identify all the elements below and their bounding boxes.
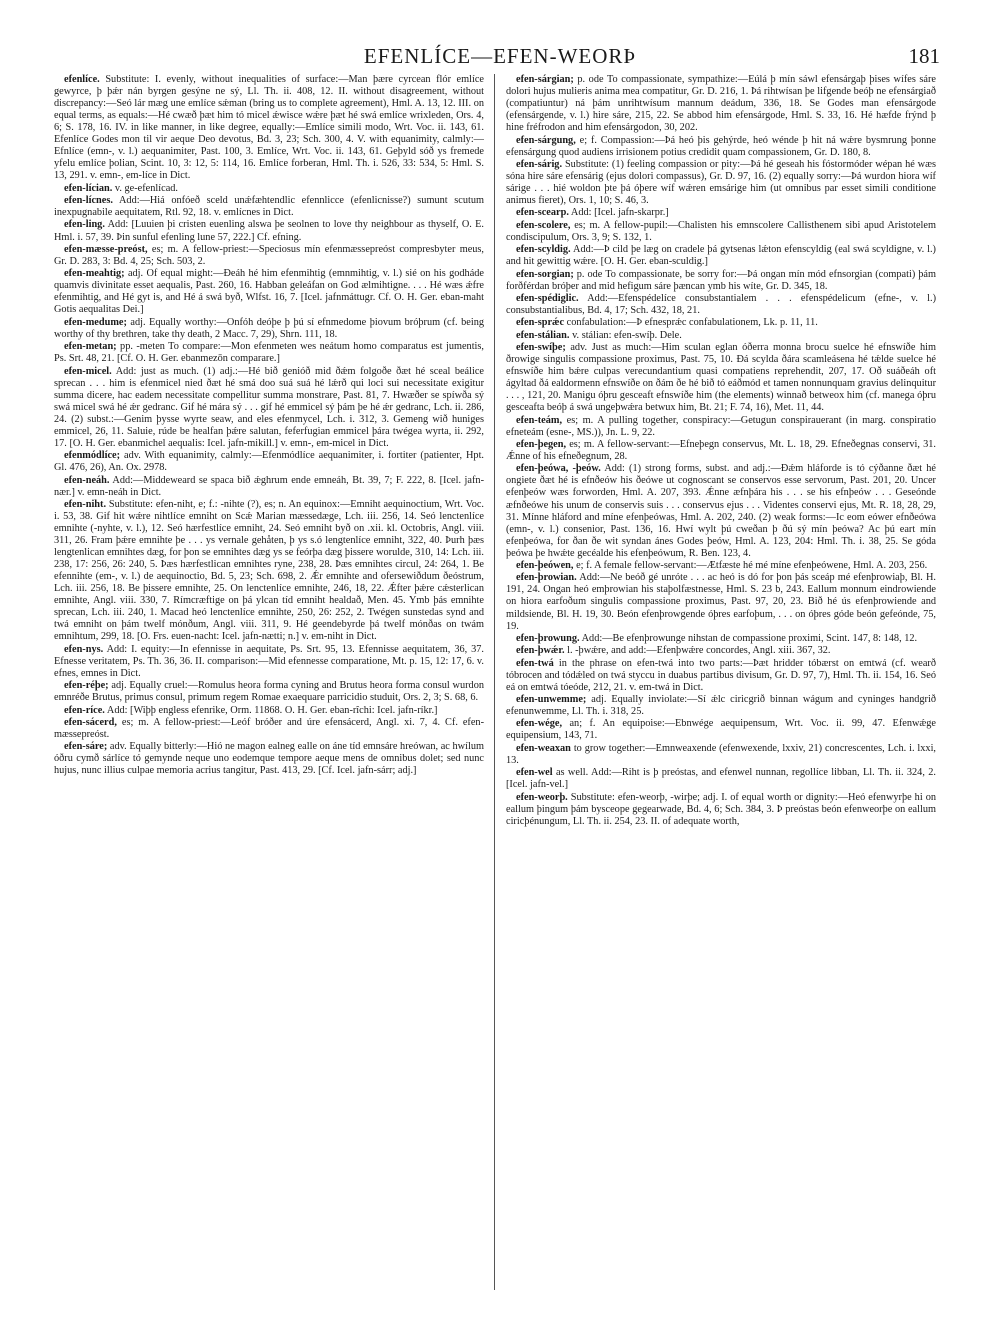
entry-headword: efen-spédiglic. <box>516 292 579 304</box>
entry-definition: pp. -meten To compare:—Mon efenmeten wes neátum homo comparatus est jumentis, Ps. Srt. 48, 21. [Cf. O. H. Ger. ebanmezōn comparare.] <box>54 341 484 365</box>
dictionary-entry <box>506 658 936 694</box>
dictionary-entry <box>54 341 484 365</box>
entry-headword: efen-teám, <box>516 414 563 426</box>
dictionary-entry <box>506 317 936 329</box>
running-head <box>60 44 940 72</box>
entry-definition: Add:—Be efenþrowunge nihstan de compassione proximi, Scint. 147, 8: 148, 12. <box>581 632 918 644</box>
entry-definition: Add:—Þ cild þe læg on cradele þá gytsenas lǽton efenscyldig (eal swá scyldigne, v. l.) and hit gewittig wǽre. [O. H. Ger. eban-sculdig.] <box>506 244 936 268</box>
entry-definition: an; f. An equipoise:—Ebnwége aequipensum, Wrt. Voc. ii. 99, 47. Efenwǽge equipensium, 143, 71. <box>506 718 936 742</box>
entry-headword: efen-sárig. <box>516 158 563 170</box>
entry-headword: efen-réþe; <box>64 680 109 692</box>
left-column <box>54 74 484 1294</box>
dictionary-entry <box>54 183 484 195</box>
entry-definition: adv. Equally bitterly:—Hió ne magon ealneg ealle on áne tíd emnsáre hreówan, ac hwílum óðru cymð sárlíce tó gemynde neque uno eodemque tempore aeque mens de omnibus dolet; sed nunc hujus, nunc illius culpae memoria acrius tangitur, Past. 413, 29. [Cf. Icel. jafn-sárr; adj.] <box>54 741 484 777</box>
entry-definition: adv. With equanimity, calmly:—Efenmódlíce aequanimiter, i. fortiter (patienter, Hpt. Gl. 476, 26), An. Ox. 2978. <box>54 450 484 474</box>
entry-headword: efen-medume; <box>64 316 127 328</box>
entry-definition: in the phrase on efen-twá into two parts:—Þæt hridder tóbærst on emtwá (cf. wearð tóbrocen and tódǽled on twá styccu in duabus partibus divisum, Gr. D. 97, 7), Hml. Th. ii. 154, 16. Seó eá on emtwá tóeóde, 212, 21. v. em-twá in Dict. <box>506 657 936 693</box>
entry-definition: Substitute: efen-weorþ, -wirþe; adj. I. of equal worth or dignity:—Heó efenwyrþe hi on eallum þingum þám bysceope gegearwade, Bd. 4, 6; Sch. 384, 3. Þ preóstas beón efenweorþe on eallum ciricþénungum, Ll. Th. ii. 254, 23. II. of adequate worth, <box>506 791 936 827</box>
dictionary-entry <box>54 644 484 680</box>
two-column-body <box>54 74 954 1294</box>
entry-definition: es; m. A fellow-servant:—Efneþegn conservus, Mt. L. 18, 29. Efneðegnas conservi, 31. Ǽnne of his efneðegnum, 28. <box>506 438 936 463</box>
dictionary-entry <box>54 244 484 268</box>
entry-headword: efen-wel <box>516 767 553 779</box>
entry-definition: Add: (1) strong forms, subst. and adj.:—Ðǽm hláforde is tó cýðanne ðæt hé ongiete ðæt hé is efnðeów his ðeówe ut cognoscant se conservos esse servorum, Past. 201, 20. Uncer efenþeów wæs forworden, Hml. A. 207, 393. Ǽnne æfnþára his . . . se his efnþeów . . . Geseónde æfnðeówe his unum de conservis suis . . . conservus ejus . . . Videntes conservi ejus, Mt. R. 18, 28, 29, 31. Mínne hláford and míne efenþeówas, Hml. A. 202, 240. (2) weak forms:—Ic eom eówer efnðeówa (emn-, v. l.) consenior, Past. 136, 16. Hwí wylt þú cweðan þ ðú sý mín þeówa? Ac þú eart mín efenþeówa, for ðan ðe wit syndan ánes Godes þeów, Hml. A. 123, 204: Hml. Th. i. 38, 25. Se góda þeówa þe hwǽte gecéalde his efenþeówum, R. Ben. 123, 4. <box>506 463 936 559</box>
dictionary-entry <box>506 342 936 414</box>
entry-headword: efenmódlíce; <box>64 450 121 462</box>
dictionary-entry <box>54 450 484 474</box>
entry-definition: Add: [Luuien þi cristen euenling alswa þe seolnen to love thy neighbour as thyself, O. E. Hml. i. 57, 39. Þin sunful efenling lune 57, 222.] Cf. efning. <box>54 219 484 243</box>
entry-headword: efen-meahtig; <box>64 268 125 280</box>
entry-headword: efen-þrowian. <box>516 572 577 584</box>
entry-headword: efenlíce. <box>64 74 100 85</box>
dictionary-entry <box>54 705 484 717</box>
dictionary-entry <box>506 159 936 207</box>
dictionary-entry <box>506 767 936 791</box>
entry-definition: es; m. A pulling together, conspiracy:—Getugun conspirauerant (in marg. conspiratio efneteám (esne-, MS.)), Jn. L. 9, 22. <box>506 414 936 438</box>
entry-headword: efen-ríce. <box>64 704 105 716</box>
entry-definition: Add: [Wiþþ engless efenrike, Orm. 11868. O. H. Ger. eban-rîchi: Icel. jafn-ríkr.] <box>106 704 438 716</box>
dictionary-entry <box>506 560 936 572</box>
entry-headword: efen-scearp. <box>516 207 569 219</box>
entry-definition: es; m. A fellow-priest:—Leóf bróðer and úre efensácerd, Angl. xi. 7, 4. Cf. efen-mæssepreóst. <box>54 716 484 740</box>
dictionary-entry <box>506 463 936 559</box>
entry-definition: e; f. Compassion:—Þá heó þis gehýrde, heó wénde þ hit ná wǽre bysmrung þonne efensárgung quod audiens irrisionem potius credidit quam compassionem, Gr. D. 180, 8. <box>506 134 936 158</box>
dictionary-entry <box>506 645 936 657</box>
dictionary-entry <box>506 74 936 134</box>
entry-headword: efen-swíþe; <box>516 342 566 353</box>
dictionary-entry <box>54 268 484 316</box>
entry-headword: efen-sárgung, <box>516 134 576 146</box>
dictionary-entry <box>506 633 936 645</box>
entry-headword: efen-wége, <box>516 718 563 730</box>
entry-headword: efen-weaxan <box>516 742 571 754</box>
dictionary-entry <box>54 475 484 499</box>
dictionary-entry <box>54 366 484 450</box>
dictionary-entry <box>506 330 936 342</box>
entry-definition: Substitute: efen-niht, e; f.: -nihte (?), es; n. An equinox:—Emniht aequinoctium, Wrt. Voc. i. 53, 38. Gif hit wǽre nihtlíce emniht on Scǽ Marian mæssedæge, Lch. iii. 256, 14. Seó lenctenlíce emnihte (-nyhte, v. l.), 12. Seó hærfestlíce emniht, 24. Seó emniht byð on .xii. kl. Octobris, Angl. viii. 311, 26. Fram þǽre emnihte þe . . . ys vernale gehåten, þ ys s.ó lengtenlíce emniht, 322, 40. Þurh þæs lengtenlican emnihtes dæg, for þon se emnihtes dæg ys se feórþa dæg þissere woruldе, 310, 14: Lch. iii. 238, 17: 256, 26: 240, 5. Þæs hærfestlican emnihtes ryne, 238, 28. Þæs emnihtes circul, 24: 264, 1. Be efennihte (em-, v. l.) de aequinoctio, Bd. 5, 23; Sch. 698, 2. Ǽr emnihte and ofersewiðdum ðeóstrum, Lch. iii. 256, 18. Be þissere emnihte, 25. On lenctenlíce emnihte, 246, 18, 22. Ǽfter þǽre cǽsterlican emnihte, Angl. viii. 330, 7. Rímcræftige on þá ylcan tíd emniht healdað, Men. 45. Ymb þás emnihte sprecan, Lch. iii. 240, 1. Macad heó lenctenlíce emnihte, 250, 26: 252, 2. Twégen sunstedas synd and twá emniht on þám twelf mónðum, Angl. viii. 311, 9. Hé geendebyrde þá twelf mónðas on twám emnihtum, 299, 18. [O. Frs. euen-nacht: Icel. jafn-nætti; n.] v. em-niht in Dict. <box>54 498 484 643</box>
entry-definition: es; m. A fellow-priest:—Speciosus mín efenmæssepreóst compresbyter meus, Gr. D. 283, 3: Bd. 4, 25; Sch. 503, 2. <box>54 243 484 267</box>
entry-definition: adv. Just as much:—Him sculan eglan óðerra monna brocu suelce hé efnswíðe him ðrowige singulis compassione proximus, Past. 75, 10. Ðá scylda ðára scamleásena hé tǽlde suelce hé efnswíðe him bǽre culpas verecundantium quasi compatiens reprehendit, 207, 17. Oð suáðeáh oft ágyltad ðá ealdormenn efnswíðe on ðám ðe hé bið tó eáðmód et tamen nonnunquam gravius delinquitur . . . , 121, 20. Manigu óþru gesceaft efnswíðe him (the elements) winnað betweox him (cf. manega óþru gesceafta beóþ á swá ungeþwǽra betwux him, Bt. 21; F. 74, 16), Met. 11, 44. <box>506 342 936 414</box>
entry-headword: efen-micel. <box>64 365 112 377</box>
entry-headword: efen-metan; <box>64 341 117 353</box>
entry-headword: efen-unwemme; <box>516 694 587 706</box>
entry-definition: es; m. A fellow-pupil:—Chalisten his emnscolere Callisthenem sibi apud Aristotelem condiscipulum, Ors. 3, 9; S. 132, 1. <box>506 219 936 243</box>
entry-headword: efen-þrowung. <box>516 632 580 644</box>
entry-definition: e; f. A female fellow-servant:—Ætfæste hé mé míne efenþeówene, Hml. A. 203, 256. <box>576 560 928 572</box>
right-column <box>506 74 936 1294</box>
entry-definition: Add: just as much. (1) adj.:—Hé bið genióð mid ðǽm folgoðe ðæt hé sceal beálice sprecan . . . him is efenmicel nied ðæt hé smá doo suá suá hé lǽrð qui loci sui necessitate exigitur summa dicere, hac eadem necessitate compellitur summa monstrare, Past. 81, 7. Hwæðer se spíwða sý swá micel swá hé ǽr gedranc. Gif hé mára sý . . . gif hé emmicel sý þám þe hé ǽr gedranc, Lch. ii. 286, 24. (2) subst.:—Genim þysse wyrte seaw, and eles efenmycel, Lch. i. 312, 3. Gemeng wið huniges emmicel, 26, 11. Saluie, rúde be healfan þǽre salutan, feferfugian emmicel þára twégea wyrta, ii. 292, 17. [O. H. Ger. ebanmichel aequalis: Icel. jafn-mikill.] v. emn-, em-micel in Dict. <box>54 365 484 449</box>
dictionary-entry <box>506 792 936 828</box>
entry-definition: adj. Equally inviolate:—Sí ǽlc ciricgrið binnan wágum and cyninges handgrið efenunwemme, Ll. Th. i. 318, 25. <box>506 694 936 718</box>
entry-headword: efen-nys. <box>64 643 104 655</box>
entry-headword: efen-niht. <box>64 498 107 510</box>
entry-headword: efen-lícnes. <box>64 195 113 207</box>
dictionary-entry <box>506 718 936 742</box>
entry-headword: efen-þegen, <box>516 438 567 450</box>
dictionary-entry <box>506 293 936 317</box>
entry-headword: efen-ling. <box>64 219 105 231</box>
entry-definition: to grow together:—Emnweaxende (efenwexende, lxxiv, 21) concrescentes, Lch. i. lxxi, 13. <box>506 742 936 766</box>
dictionary-entry <box>506 743 936 767</box>
entry-headword: efen-twá <box>516 657 554 669</box>
entry-headword: efen-weorþ. <box>516 791 568 803</box>
dictionary-entry <box>506 207 936 219</box>
dictionary-entry <box>54 219 484 243</box>
entry-headword: efen-þeówa, -þeów. <box>516 463 601 475</box>
entry-definition: p. ode To compassionate, sympathize:—Eúlá þ mín sáwl efensárgaþ þises wífes sáre dolori hujus mulieris anima mea compatitur, Gr. D. 216, 1. Þá rihtwísan þe lifgende beóþ ne efensárgiað (compatiuntur) ná þám unrihtwísum mannum deádum, 336, 18. Se Godes man efensárgode (efensárgende, v. l.) hire sáre, 215, 22. Se abbod him efensárgode, Hml. S. 33, 16. Hé hæfde frýnd þ hine fréfrodon and him efensárgodon, 30, 202. <box>506 74 936 134</box>
dictionary-entry <box>54 499 484 644</box>
entry-headword: efen-sáre; <box>64 741 108 753</box>
entry-headword: efen-stálian. <box>516 329 570 341</box>
entry-definition: Substitute: I. evenly, without inequalities of surface:—Man þære cyrcean flór emlíce gewyrce, þ þǽr nán byrgen gesýne ne sý, Ll. Th. ii. 408, 12. II. without disagreement, without discrepancy:—Seó lár mæg une emlíce sǽman (bring us to complete agreement), Hml. A. 13, 12. III. on equal terms, as equals:—Hé cwæð þæt him tó micel ǽwisce wǽre þæt hé swá emlíce wrixleden, Ors. 4, 6; S. 178, 16. IV. in like manner, in like degree, equally:—Emlíce simili modo, Wrt. Voc. ii. 143, 61. Efenlíce Godes mon til vir aeque Deo devotus, Bd. 3, 23; Sch. 300, 4. V. with equanimity, calmly:—Efnlíce (emn-, v. l.) aequanimiter, Past. 100, 3. Emlíce, Wrt. Voc. ii. 143, 61. Geþyld sóð ys fremede yfelu emlíce þolian, Scint. 10, 3: 12, 5: 114, 16. Emlíce forberan, Hml. Th. i. 526, 33: 534, 5: Hml. S. 13, 291. v. emn-, em-líce in Dict. <box>54 74 484 182</box>
entry-headword: efen-þwǽr. <box>516 645 565 657</box>
entry-headword: efen-sprǽc <box>516 317 565 329</box>
entry-headword: efen-sárgian; <box>516 74 574 85</box>
dictionary-entry <box>54 195 484 219</box>
dictionary-entry <box>506 244 936 268</box>
entry-headword: efen-mæsse-preóst, <box>64 243 148 255</box>
dictionary-entry <box>54 680 484 704</box>
dictionary-entry <box>506 269 936 293</box>
dictionary-entry <box>54 741 484 777</box>
entry-definition: Add:—Efenspédelíce consubstantialem . . . efenspédelicum (efne-, v. l.) consubstantialibus, Bd. 4, 17; Sch. 432, 18, 21. <box>506 292 936 316</box>
page-number: 181 <box>908 44 940 68</box>
entry-headword: efen-neáh. <box>64 474 110 486</box>
entry-definition: v. ge-efenlícad. <box>114 182 178 194</box>
dictionary-entry <box>54 717 484 741</box>
dictionary-entry <box>506 415 936 439</box>
entry-definition: adj. Equally cruel:—Romulus heora forma cyning and Brutus heora forma consul wurdon emnréðe Brutus, primus consul, primum regem Romae exaequare parricidio studuit, Ors. 2, 3; S. 68, 6. <box>54 680 484 704</box>
entry-definition: l. -þwǽre, and add:—Efenþwǽre concordes, Angl. xiii. 367, 32. <box>567 645 831 657</box>
column-divider <box>494 74 495 1290</box>
entry-definition: v. stálian: efen-swíþ. Dele. <box>572 329 682 341</box>
dictionary-entry <box>506 572 936 632</box>
dictionary-entry <box>506 135 936 159</box>
entry-definition: Add:—Hiá onfóeð sceld unǽfæhtendlic efennlicce (efenlicnisse?) sumunt scutum inexpugnabile aequitatem, Rtl. 92, 18. v. emlícnes in Dict. <box>54 195 484 219</box>
dictionary-entry <box>54 74 484 182</box>
entry-headword: efen-lícian. <box>64 182 113 194</box>
entry-headword: efen-scyldig. <box>516 244 571 256</box>
entry-definition: adj. Of equal might:—Ðeáh hé him efenmihtig (emnmihtig, v. l.) sié on his godháde quamvis divinitate esset aequalis, Past. 260, 16. Habban geleáfan on God ælmihtigne. . . . Hé wæs ǽfre efenmihtig, and Hé gyt is, and Hé á swá byð, Wlfst. 16, 7. [Icel. jafnmáttugr. Cf. O. H. Ger. eban-maht Gotis aequalitas Dei.] <box>54 268 484 316</box>
entry-headword: efen-sorgian; <box>516 268 574 280</box>
entry-definition: Add: I. equity:—In efennisse in aequitate, Ps. Srt. 95, 13. Efennisse aequitatem, 36, 37. Efnesse veritatem, Ps. Th. 36, 36. II. comparison:—Mid efennesse comparatione, Mt. p. 15, 12: 17, 6. v. efnes, emnes in Dict. <box>54 643 484 679</box>
entry-headword: efen-þeówen, <box>516 560 574 572</box>
entry-headword: efen-sácerd, <box>64 716 117 728</box>
dictionary-entry <box>506 220 936 244</box>
dictionary-entry <box>506 694 936 718</box>
running-title: EFENLÍCE—EFEN-WEORÞ <box>363 44 637 68</box>
entry-definition: p. ode To compassionate, be sorry for:—Þá ongan mín mód efnsorgian (compati) þám forðférdan bróþer and mid hefigum sáre þæncan ymb his wíte, Gr. D. 345, 18. <box>506 268 936 292</box>
entry-definition: as well. Add:—Riht is þ preóstas, and efenwel nunnan, regollíce libban, Ll. Th. ii. 324, 2. [Icel. jafn-vel.] <box>506 767 936 791</box>
entry-definition: Substitute: (1) feeling compassion or pity:—Þá hé geseah his fóstormóder wépan hé wæs sóna hire sáre efensárig (ejus dolori compassus), Gr. D. 97, 16. (2) equally sorry:—Þá wurdon hiora wíf sárige . . . hié woldon þte þá óþere wíf wǽren emsárige him (ut omnibus par esset simili conditione animus fieret), Ors. 1, 10; S. 46, 3. <box>506 158 936 207</box>
entry-definition: Add:—Ne beóð gé unróte . . . ac heó is dó for þon þás sceáp mé efenþrowiaþ, Bl. H. 191, 24. Ongan heó emþrowian his staþolfæstnesse, Hml. S. 23 b, 243. Eallum monnum eindrowiende on hiora earfoðum singulis compassione proximus, Past. 97, 20, 23. Bið hé ús efenþrowiende and mildsiende, Bl. H. 19, 30. Beón efenþrowgende óþres earfoþum, . . . on óþres góde beón gefeónde, 75, 19. <box>506 572 936 632</box>
entry-definition: Add: [Icel. jafn-skarpr.] <box>570 207 669 219</box>
entry-definition: Add:—Middeweard se spaca bið ǽghrum ende emneáh, Bt. 39, 7; F. 222, 8. [Icel. jafn-nær.] v. emn-neáh in Dict. <box>54 474 484 498</box>
entry-definition: confabulation:—Þ efnesprǽc confabulationem, Lk. p. 11, 11. <box>566 317 818 329</box>
entry-headword: efen-scolere, <box>516 219 571 231</box>
dictionary-entry <box>54 317 484 341</box>
dictionary-entry <box>506 439 936 463</box>
entry-definition: adj. Equally worthy:—Onfóh deóþe þ þú sí efnmedome þiovum bróþrum (cf. being worthy of thy brethren, take thy death, 2 Macc. 7, 29), Shrn. 111, 18. <box>54 316 484 340</box>
